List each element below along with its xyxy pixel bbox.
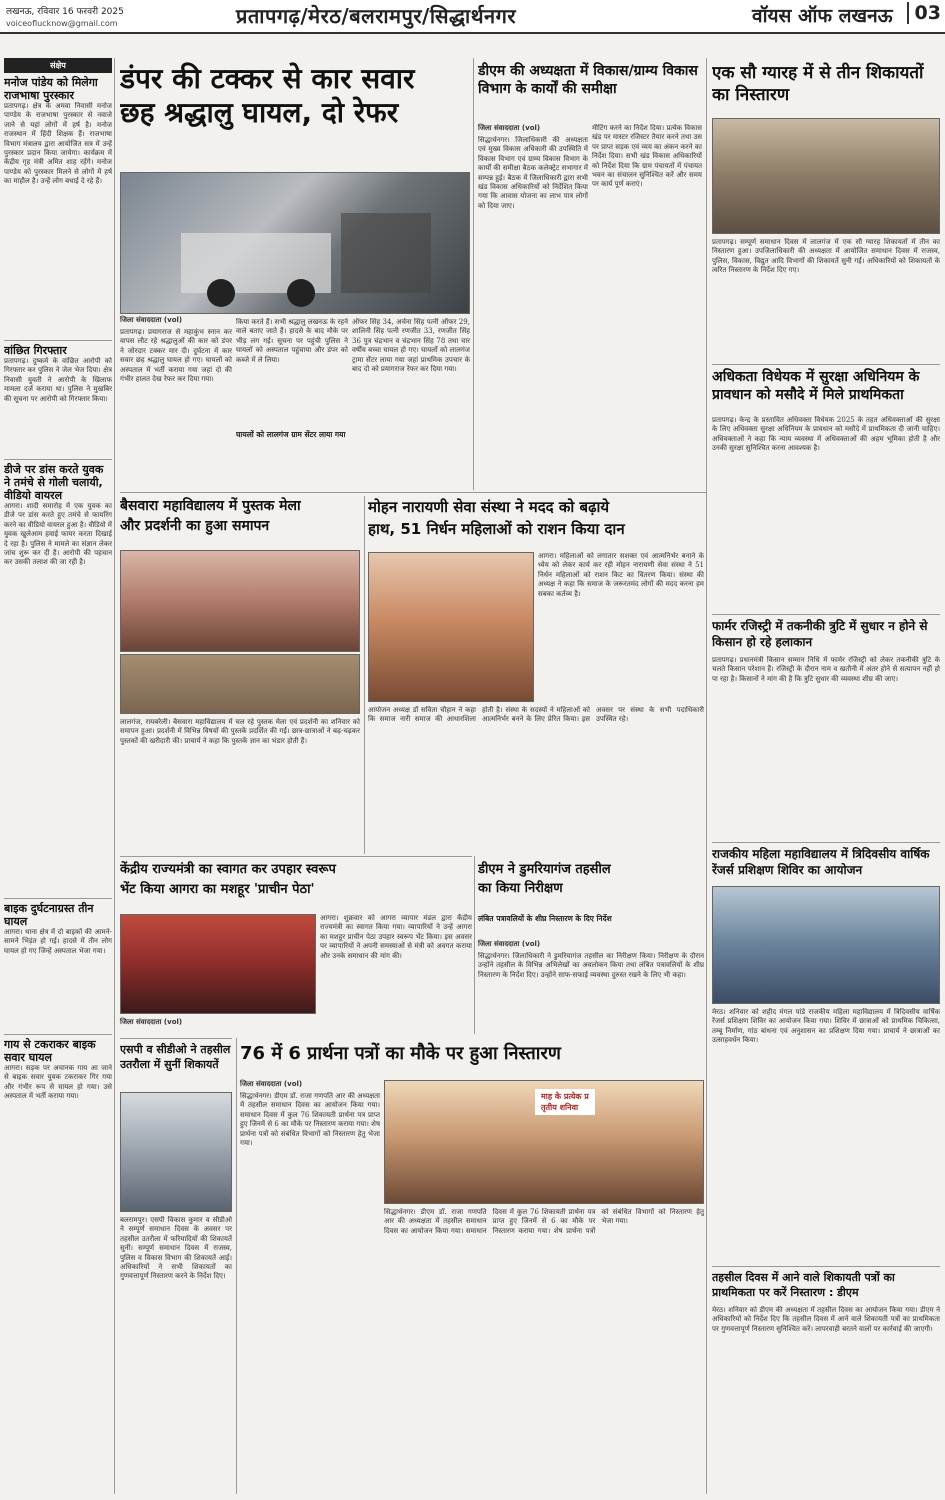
minister-title-line1: केंद्रीय राज्यमंत्री का स्वागत कर उपहार स्वरूप [120,862,336,877]
letters-banner-line2: तृतीय शनिवा [541,1103,579,1112]
brief-text: प्रतापगढ़। दुष्कर्म के वांछित आरोपी को गिरफ्तार कर पुलिस ने जेल भेज दिया। क्षेत्र निवासी युवती ने आरोपी के खिलाफ मामला दर्ज कराया था। पुलिस ने मुखबिर की सूचना पर आरोपी को गिरफ्तार किया। [4,357,112,403]
ranger-text: मेरठ। शनिवार को शहीद मंगल पांडे राजकीय महिला महाविद्यालय में त्रिदिवसीय वार्षिक रेंजर्स प्रशिक्षण शिविर का आयोजन किया गया। शिविर में छात्राओं को प्राथमिक चिकित्सा, तम्बू निर्माण, गांठ बांधना एवं अनुशासन का प्रशिक्षण दिया गया। प्राचार्य ने छात्राओं का उत्साहवर्धन किया। [712,1008,940,1045]
ration-headline [368,496,704,548]
ranger-headline [712,842,940,882]
bill-headline [712,364,940,416]
car-wreck-icon [121,173,470,314]
review-byline: जिला संवाददाता (vol) [478,124,541,132]
sdm-headline [120,1042,232,1090]
accident-photo [120,172,470,314]
bookfair-photo [120,550,360,652]
inspect-headline [478,860,704,910]
ration-text: आयोजन अध्यक्ष डॉ सविता चौहान ने कहा कि समाज नारी समाज की आधारशिला होती है। संस्था के सदस्यों ने महिलाओं को आत्मनिर्भर बनने के लिए प्रेरित किया। इस अवसर पर संस्था के सभी पदाधिकारी उपस्थित रहे। [368,706,704,724]
minister-photo [120,914,316,1014]
complaints-photo [712,118,940,234]
bill-text: प्रतापगढ़। केन्द्र के प्रस्तावित अधिवक्ता विधेयक 2025 के तहत अधिवक्ताओं की सुरक्षा के लिए अधिवक्ता सुरक्षा अधिनियम के प्रावधान को मसौदे में प्राथमिकता दी जानी चाहिए। अधिवक्ताओं ने कहा कि न्याय व्यवस्था में अधिवक्ताओं की अहम भूमिका होती है और उनकी सुरक्षा सुनिश्चित करना आवश्यक है। [712,416,940,453]
tehsil-headline [712,1266,940,1306]
accident-col2 [236,318,348,488]
minister-headline [120,860,472,912]
inspect-title-line2: का किया निरीक्षण [478,881,563,896]
brief-text: आगरा। थाना क्षेत्र में दो बाइकों की आमने-सामने भिड़ंत हो गई। हादसे में तीन लोग घायल हो गए जिन्हें अस्पताल भेजा गया। [4,928,112,955]
sdm-title-line2: उतरौला में सुनीं शिकायतें [120,1058,219,1071]
minister-title-line2: भेंट किया आगरा का मशहूर 'प्राचीन पेठा' [120,882,315,897]
letters-byline: जिला संवाददाता (vol) [240,1080,303,1088]
inspect-title-line1: डीएम ने डुमरियागंज तहसील [478,862,611,877]
ranger-title: राजकीय महिला महाविद्यालय में त्रिदिवसीय वार्षिक रेंजर्स प्रशिक्षण शिविर का आयोजन [712,847,930,877]
inspect-text: सिद्धार्थनगर। जिलाधिकारी ने डुमरियागंज तहसील का निरीक्षण किया। निरीक्षण के दौरान उन्होंने तहसील के विभिन्न अभिलेखों का अवलोकन किया तथा लंबित पत्रावलियों के शीघ्र निस्तारण के निर्देश दिए। उन्होंने साफ-सफाई व्यवस्था दुरुस्त रखने के लिए भी कहा। [478,952,704,979]
sdm-title-line1: एसपी व सीडीओ ने तहसील [120,1043,231,1056]
briefs-column [4,58,112,1494]
accident-text: प्रतापगढ़। प्रयागराज से महाकुंभ स्नान कर वापस लौट रहे श्रद्धालुओं की कार को डंपर ने जोरदार टक्कर मार दी। दुर्घटना में कार सवार छह श्रद्धालु घायल हो गए। घायलों को अस्पताल में भर्ती कराया गया जहां दो की गंभीर हालत देख रेफर कर दिया गया। [120,328,232,384]
bookfair-headline [120,496,360,546]
page-number: 03 [907,2,941,24]
brief-text: आगरा। सड़क पर अचानक गाय आ जाने से बाइक सवार युवक टकराकर गिर गया और गंभीर रूप से घायल हो गया। उसे अस्पताल में भर्ती कराया गया। [4,1064,112,1101]
briefs-label: संक्षेप [4,58,112,73]
bookfair-text: लालगंज, रायबरेली। बैसवारा महाविद्यालय में चल रहे पुस्तक मेला एवं प्रदर्शनी का शनिवार को समापन हुआ। प्रदर्शनी में विभिन्न विषयों की पुस्तकें प्रदर्शित की गईं। छात्र-छात्राओं ने बढ़-चढ़कर पुस्तकों की खरीदारी की। प्राचार्य ने कहा कि पुस्तकें ज्ञान का भंडार होती हैं। [120,718,360,745]
brief-title: डीजे पर डांस करते युवक ने तमंचे से गोली चलायी, वीडियो वायरल [4,459,112,502]
minister-byline: जिला संवाददाता (vol) [120,1018,183,1026]
letters-title: 76 में 6 प्रार्थना पत्रों का मौके पर हुआ निस्तारण [240,1043,561,1064]
bill-title: अधिकता विधेयक में सुरक्षा अधिनियम के प्रावधान को मसौदे में मिले प्राथमिकता [712,369,920,403]
complaints-title: एक सौ ग्यारह में से तीन शिकायतों का निस्तारण [712,63,924,105]
brief-title: गाय से टकराकर बाइक सवार घायल [4,1034,112,1064]
sdm-text: बलरामपुर। एसपी विकास कुमार व सीडीओ ने सम्पूर्ण समाधान दिवस के अवसर पर तहसील उतरौला में फरियादियों की शिकायतें सुनीं। सम्पूर्ण समाधान दिवस में राजस्व, पुलिस व विकास विभाग की शिकायतें आईं। अधिकारियों ने सभी शिकायतों का गुणवत्तापूर्ण निस्तारण करने के निर्देश दिए। [120,1216,232,1281]
letters-headline [240,1040,704,1076]
inspect-bullet: लंबित पत्रावलियों के शीघ्र निस्तारण के दिए निर्देश [478,914,612,923]
brief-text: प्रतापगढ़। क्षेत्र के अमवा निवासी मनोज पाण्डेय के राजभाषा पुरस्कार से नवाजे जाने से यहां लोगों में हर्ष है। मनोज राजस्थान में हिंदी शिक्षक हैं। राजभाषा विभाग मंत्रालय द्वारा आयोजित सत्र में उन्हें पुरस्कार प्रदान किया जायेगा। कार्यक्रम में केंद्रीय गृह मंत्री अमित शाह रहेंगे। मनोज पाण्डेय को पुरस्कार मिलने से लोगों में हर्ष का माहौल है। उन्हें लोग बधाई दे रहे हैं। [4,102,112,186]
accident-byline: जिला संवाददाता (vol) [120,316,183,324]
brief-title: वांछित गिरफ्तार [4,340,112,357]
tehsil-text: मेरठ। शनिवार को डीएम की अध्यक्षता में तहसील दिवस का आयोजन किया गया। डीएम ने अधिकारियों को निर्देश दिए कि तहसील दिवस में आने वाले शिकायती पत्रों का प्राथमिकता पर गुणवत्तापूर्ण निस्तारण सुनिश्चित करें। लापरवाही बरतने वालों पर कार्रवाई की जाएगी। [712,1306,940,1333]
letters-text: सिद्धार्थनगर। डीएम डॉ. राजा गणपति आर की अध्यक्षता में तहसील समाधान दिवस का आयोजन किया गया। समाधान दिवस में कुल 76 शिकायती प्रार्थना पत्र प्राप्त हुए जिनमें से 6 का मौके पर निस्तारण कराया गया। शेष प्रार्थना पत्रों को संबंधित विभागों को निस्तारण हेतु भेजा गया। [384,1208,704,1235]
bookfair-photo [120,654,360,714]
inspect-byline: जिला संवाददाता (vol) [478,940,541,948]
bookfair-title-line1: बैसवारा महाविद्यालय में पुस्तक मेला [120,498,301,514]
letters-text: सिद्धार्थनगर। डीएम डॉ. राजा गणपति आर की अध्यक्षता में तहसील समाधान दिवस का आयोजन किया गया। समाधान दिवस में कुल 76 शिकायती प्रार्थना पत्र प्राप्त हुए जिनमें से 6 का मौके पर निस्तारण कराया गया। शेष प्रार्थना पत्रों को संबंधित विभागों को निस्तारण हेतु भेजा गया। [240,1092,380,1148]
complaints-headline [712,62,940,122]
complaints-text: प्रतापगढ़। सम्पूर्ण समाधान दिवस में लालगंज में एक सौ ग्यारह शिकायतों में तीन का निस्तारण हुआ। उपजिलाधिकारी की अध्यक्षता में आयोजित समाधान दिवस में राजस्व, पुलिस, विकास, विद्युत आदि विभागों की शिकायतें सुनी गईं। अधिकारियों को शिकायतों के त्वरित निस्तारण के निर्देश दिए गए। [712,238,940,275]
letters-banner [535,1089,595,1115]
accident-text: किया करते हैं। सभी श्रद्धालु लखनऊ के रहने वाले बताए जाते हैं। हादसे के बाद मौके पर भीड़ लग गई। सूचना पर पहुंची पुलिस ने घायलों को अस्पताल पहुंचाया और डंपर को कब्जे में ले लिया। [236,318,348,364]
ration-title-line1: मोहन नारायणी सेवा संस्था ने मदद को बढ़ाये [368,498,610,516]
review-headline [478,62,702,118]
review-text: मीटिंग करने का निर्देश दिया। प्रत्येक विकास खंड पर मास्टर रजिस्टर तैयार करने तथा उस पर प्राप्त सड़क एवं व्यय का अंकन करने का निर्देश दिया। सभी खंड विकास अधिकारियों को निर्देश दिया कि ग्राम पंचायतों में पंचायत भवन का संचालन सुनिश्चित करें और समय पर कार्य पूर्ण कराएं। [592,124,702,189]
ration-photo [368,552,534,702]
letters-photo [384,1080,704,1204]
farmer-title: फार्मर रजिस्ट्री में तकनीकी त्रुटि में सुधार न होने से किसान हो रहे हलाकान [712,619,928,649]
accident-text: ऑफर सिंह 34, अर्चना सिंह पत्नी ऑफर 29, शालिनी सिंह पत्नी रणजीत 33, रणजीत सिंह 36 पुत्र चंद्रभान व चंद्रभान सिंह 78 तथा चार वर्षीय बच्चा घायल हो गए। घायलों को लालगंज ट्रामा सेंटर लाया गया जहां प्राथमिक उपचार के बाद दो को प्रयागराज रेफर कर दिया गया। [352,318,470,374]
brief-title: मनोज पांडेय को मिलेगा राजभाषा पुरस्कार [4,76,98,102]
ration-title-line2: हाथ, 51 निर्धन महिलाओं को राशन किया दान [368,520,625,538]
brief-title: बाइक दुर्घटनाग्रस्त तीन घायल [4,898,112,928]
farmer-text: प्रतापगढ़। प्रधानमंत्री किसान सम्मान निधि में फार्मर रजिस्ट्री को लेकर तकनीकी त्रुटि के चलते किसान परेशान हैं। रजिस्ट्री के दौरान नाम व खतौनी में अंतर होने से सत्यापन नहीं हो पा रहा है। किसानों ने मांग की है कि त्रुटि सुधार की व्यवस्था शीघ्र की जाए। [712,656,940,683]
bookfair-title-line2: और प्रदर्शनी का हुआ समापन [120,518,270,534]
accident-title-line1: डंपर की टक्कर से कार सवार [120,62,415,95]
accident-subhead: घायलों को लालगंज ग्राम सेंटर लाया गया [236,430,346,439]
review-title: डीएम की अध्यक्षता में विकास/ग्राम्य विकास विभाग के कार्यों की समीक्षा [478,63,698,97]
page-cities: प्रतापगढ़/मेरठ/बलरामपुर/सिद्धार्थनगर [236,4,517,28]
farmer-headline [712,614,940,652]
ranger-photo [712,886,940,1004]
tehsil-title: तहसील दिवस में आने वाले शिकायती पत्रों का प्राथमिकता पर करें निस्तारण : डीएम [712,1271,895,1299]
brief-text: आगरा। शादी समारोह में एक युवक का डीजे पर डांस करते हुए तमंचे से फायरिंग करने का वीडियो वायरल हुआ है। वीडियो में युवक खुलेआम हवाई फायर करता दिखाई दे रहा है। पुलिस ने मामले का संज्ञान लेकर जांच शुरू कर दी है। आरोपी की पहचान कर उसकी तलाश की जा रही है। [4,502,112,567]
brand-title: वॉयस ऑफ लखनऊ [752,5,893,27]
sdm-photo [120,1092,232,1212]
accident-title-line2: छह श्रद्धालु घायल, दो रेफर [120,96,399,129]
accident-headline [120,62,470,172]
ration-text: आगरा। महिलाओं को लगातार सशक्त एवं आत्मनिर्भर बनाने के ध्येय को लेकर कार्य कर रही मोहन नारायणी सेवा संस्था ने 51 निर्धन महिलाओं को राशन किट का वितरण किया। संस्था की अध्यक्ष ने कहा कि समाज के जरूरतमंद लोगों की मदद करना हम सबका कर्तव्य है। [538,552,704,598]
issue-date: लखनऊ, रविवार 16 फरवरी 2025 [6,7,124,17]
review-text: सिद्धार्थनगर। जिलाधिकारी की अध्यक्षता एवं मुख्य विकास अधिकारी की उपस्थिति में विकास विभाग एवं ग्राम्य विकास विभाग के कार्यों की समीक्षा बैठक कलेक्ट्रेट सभागार में सम्पन्न हुई। बैठक में जिलाधिकारी द्वारा सभी खंड विकास अधिकारियों को निर्देशित किया गया कि आवास योजना का लाभ पात्र लोगों को दिया जाए। [478,136,588,210]
masthead [0,0,945,34]
letters-banner-line1: माह के प्रत्येक प्र [541,1092,589,1101]
minister-text: आगरा। शुक्रवार को आगरा व्यापार मंडल द्वारा केंद्रीय राज्यमंत्री का स्वागत किया गया। व्यापारियों ने उन्हें आगरा का मशहूर प्राचीन पेठा उपहार स्वरूप भेंट किया। इस अवसर पर व्यापारियों ने अपनी समस्याओं से मंत्री को अवगत कराया और उनके समाधान की मांग की। [320,914,472,960]
contact-email: voiceoflucknow@gmail.com [6,19,118,28]
